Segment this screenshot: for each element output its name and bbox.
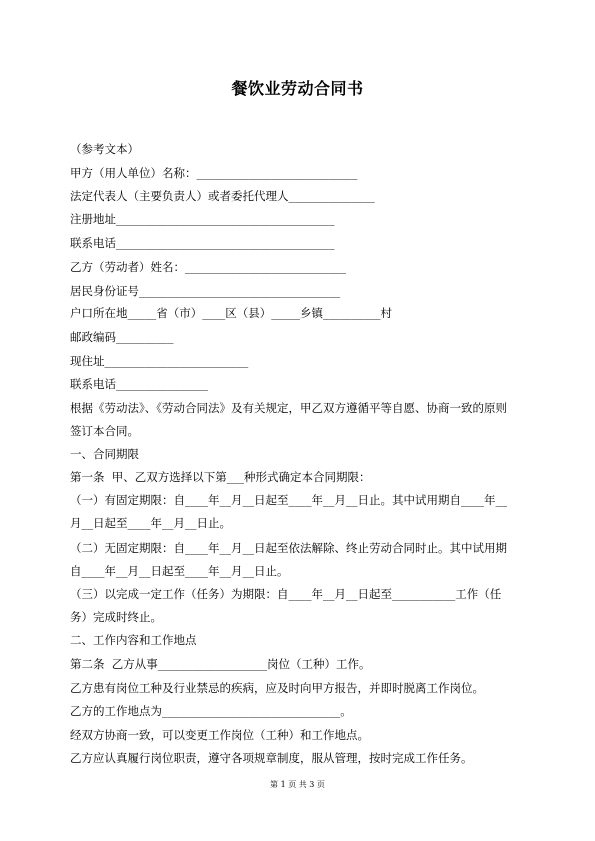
fixed-term-line-2: 月__日起至____年__月__日止。 <box>70 516 231 530</box>
party-a-name-line: 甲方（用人单位）名称：____________________________ <box>70 166 358 180</box>
work-location-line: 乙方的工作地点为_______________________________。 <box>70 704 352 718</box>
change-position-line: 经双方协商一致，可以变更工作岗位（工种）和工作地点。 <box>70 728 369 742</box>
section-heading-work: 二、工作内容和工作地点 <box>70 633 197 647</box>
open-term-line-2: 自____年__月__日起至____年__月__日止。 <box>70 564 289 578</box>
registered-address-line: 注册地址______________________________________ <box>70 212 335 226</box>
task-term-line-2: 务）完成时终止。 <box>70 610 162 624</box>
open-term-line-1: （二）无固定期限：自____年__月__日起至依法解除、终止劳动合同时止。其中试用期 <box>70 541 507 555</box>
reference-note: （参考文本） <box>70 142 139 156</box>
party-a-phone-line: 联系电话______________________________________ <box>70 236 335 250</box>
article-2: 第二条 乙方从事___________________岗位（工种）工作。 <box>70 657 371 671</box>
id-number-line: 居民身份证号___________________________________ <box>70 284 341 298</box>
current-address-line: 现住址_________________________ <box>70 354 249 368</box>
section-heading-term: 一、合同期限 <box>70 447 139 461</box>
party-b-phone-line: 联系电话________________ <box>70 377 208 391</box>
document-title: 餐饮业劳动合同书 <box>231 79 364 98</box>
disease-report-line: 乙方患有岗位工种及行业禁忌的疾病，应及时向甲方报告，并即时脱离工作岗位。 <box>70 681 484 695</box>
party-b-name-line: 乙方（劳动者）姓名：____________________________ <box>70 260 346 274</box>
preamble-line-2: 签订本合同。 <box>70 424 139 438</box>
postal-code-line: 邮政编码__________ <box>70 330 174 344</box>
page-number: 第 1 页 共 3 页 <box>270 780 325 789</box>
preamble-line-1: 根据《劳动法》、《劳动合同法》及有关规定，甲乙双方遵循平等自愿、协商一致的原则 <box>70 401 507 415</box>
article-1: 第一条 甲、乙双方选择以下第___种形式确定本合同期限： <box>70 470 371 484</box>
fixed-term-line-1: （一）有固定期限：自____年__月__日起至____年__月__日止。其中试用期自____年__ <box>70 493 507 507</box>
duties-line: 乙方应认真履行岗位职责，遵守各项规章制度，服从管理，按时完成工作任务。 <box>70 751 473 765</box>
task-term-line-1: （三）以完成一定工作（任务）为期限：自____年__月__日起至___________工作（任 <box>70 587 502 601</box>
legal-representative-line: 法定代表人（主要负责人）或者委托代理人_______________ <box>70 189 375 203</box>
household-registration-line: 户口所在地_____省（市）____区（县）_____乡镇__________村 <box>70 306 392 320</box>
